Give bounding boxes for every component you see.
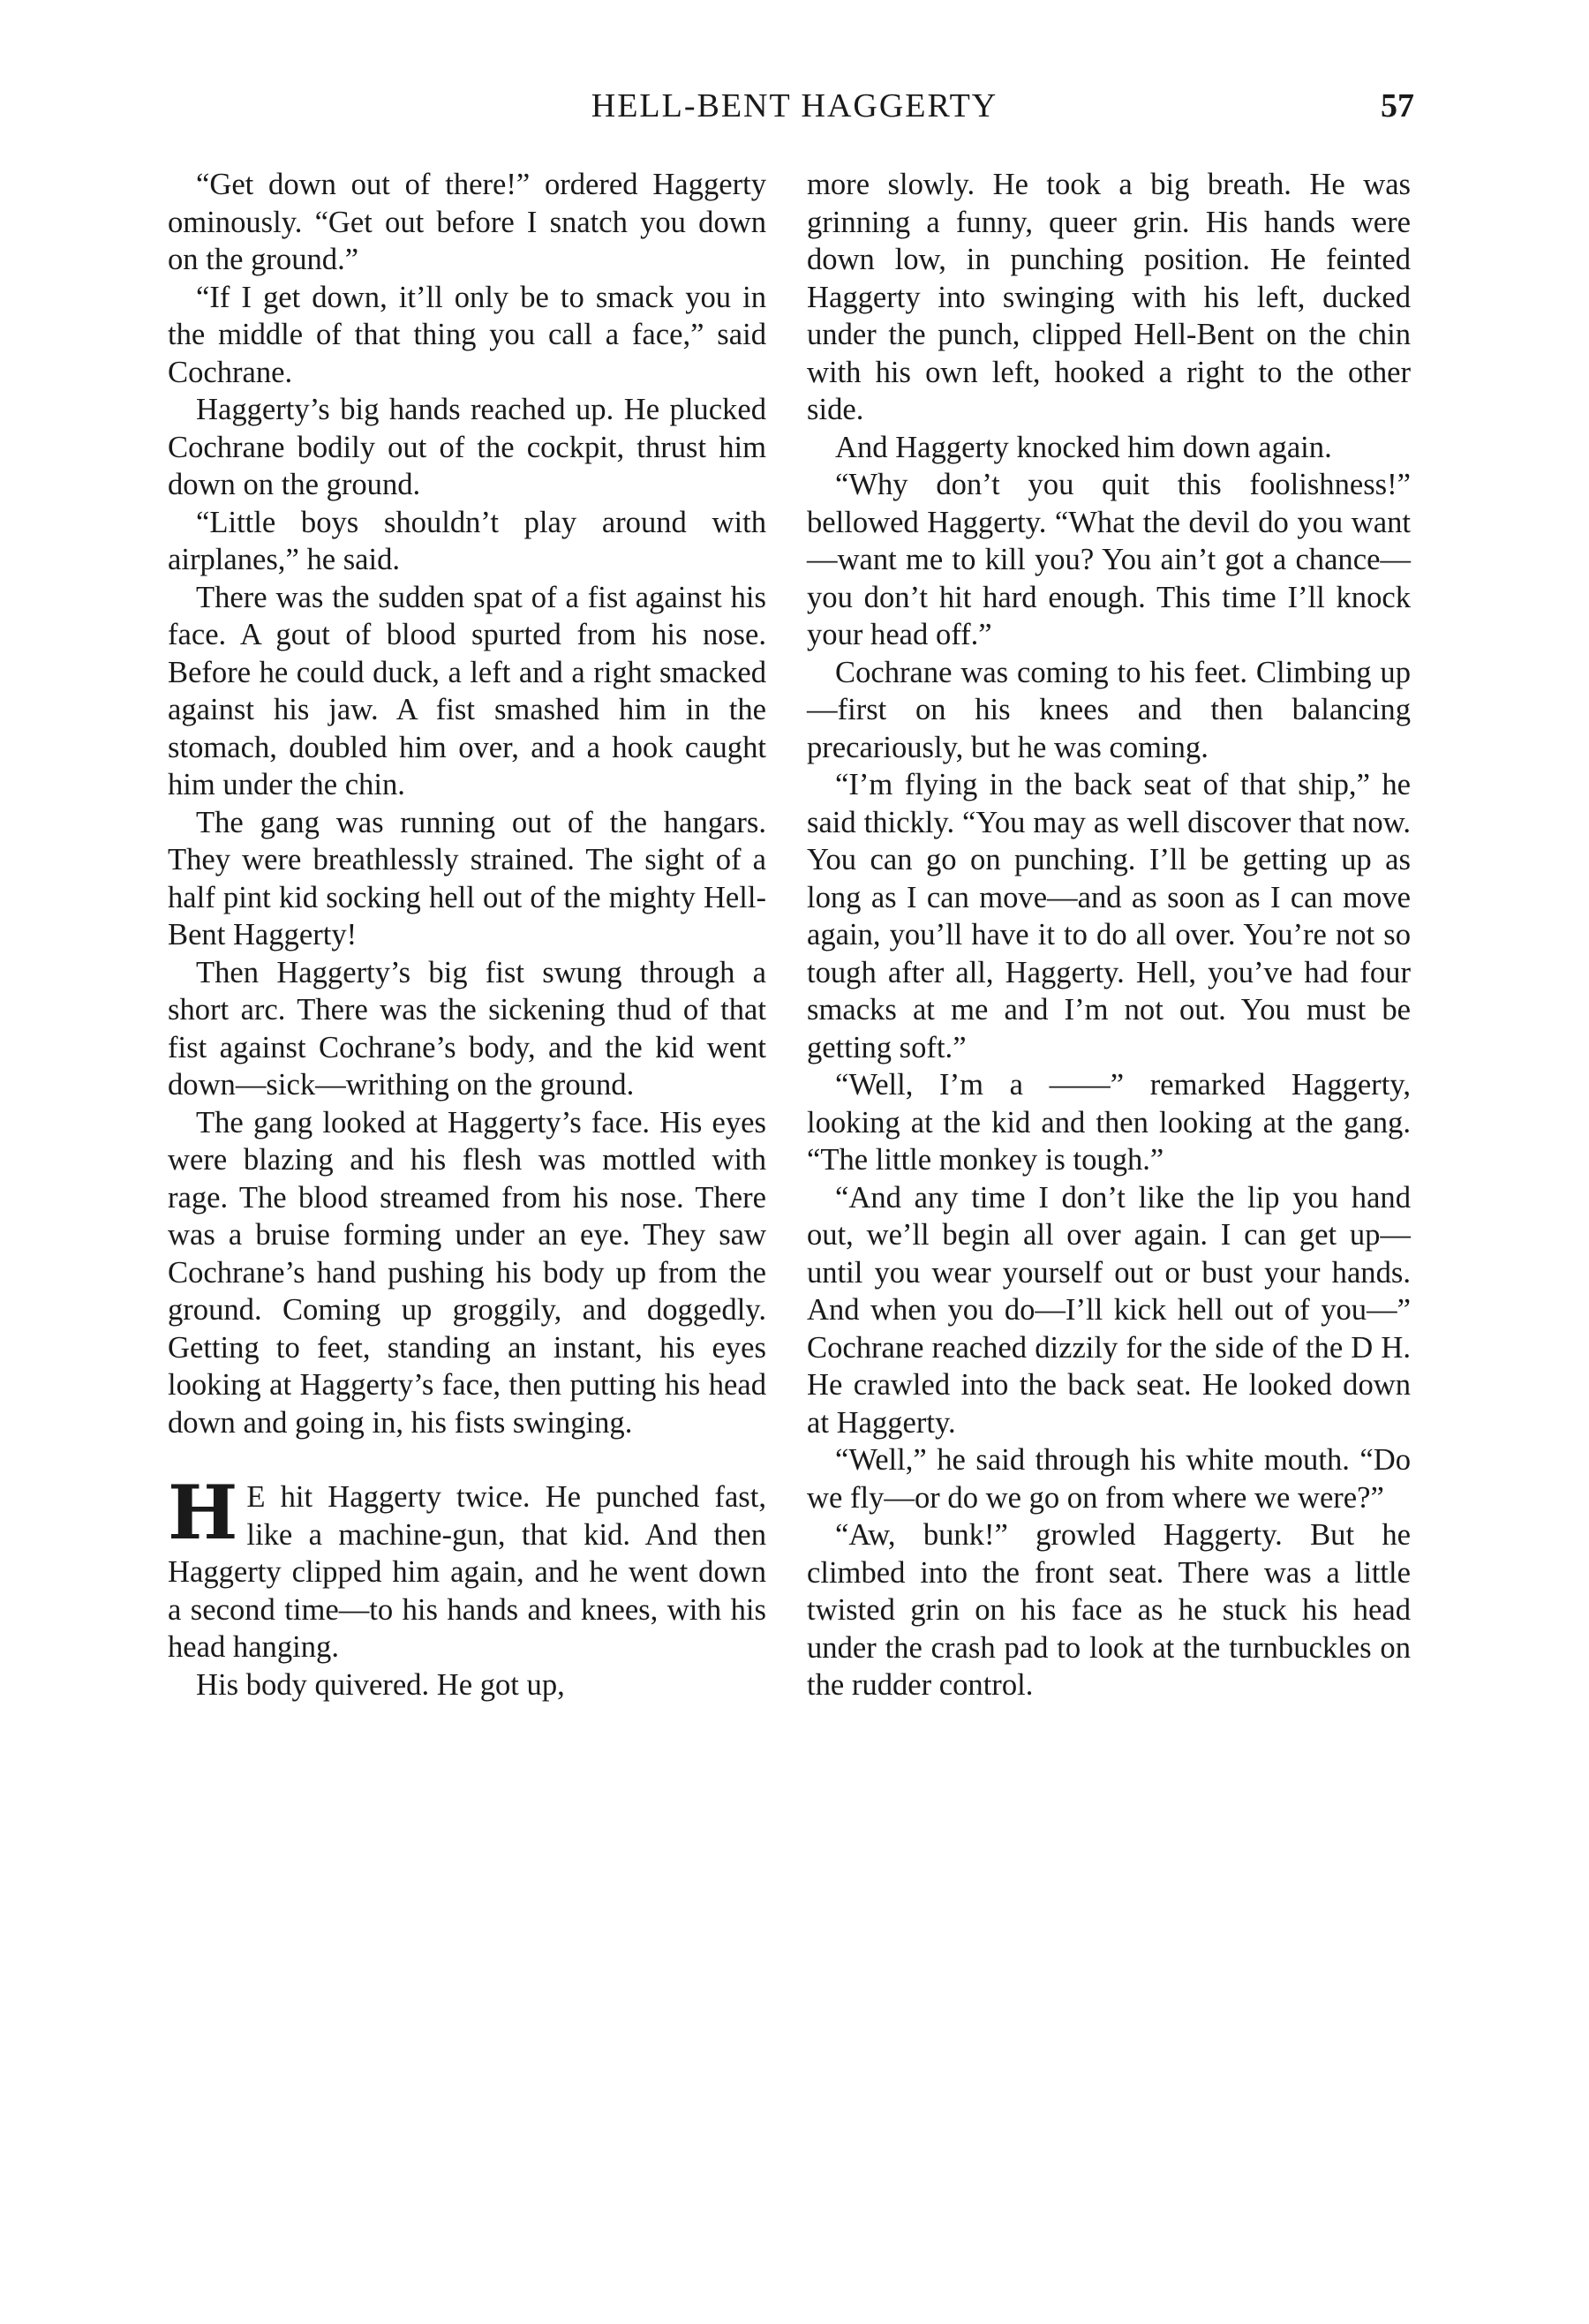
paragraph: Then Haggerty’s big fist swung through a short arc. There was the sickening thud of that fist against Cochrane’s body, and the kid went down—sick—writhing on the ground. [168, 955, 766, 1102]
paragraph: The gang was running out of the hangars. They were breathlessly strained. The sight of a half pint kid socking hell out of the mighty Hell-Bent Haggerty! [168, 805, 766, 951]
page-header [0, 81, 1589, 134]
left-column [168, 166, 766, 1704]
paragraph: “I’m flying in the back seat of that ship,” he said thickly. “You may as well discover that now. You can go on punching. I’ll be getting up as long as I can move—and as soon as I can move again, you’ll have it to do all over. You’re not so tough after all, Haggerty. Hell, you’ve had four smacks at me and I’m not out. You must be getting soft.” [807, 768, 1411, 1064]
running-title: HELL-BENT HAGGERTY [591, 87, 998, 124]
paragraph: “Aw, bunk!” growled Haggerty. But he climbed into the front seat. There was a little twisted grin on his face as he stuck his head under the crash pad to look at the turnbuckles on the rudder control. [807, 1518, 1411, 1702]
continued-paragraph: more slowly. He took a big breath. He was grinning a funny, queer grin. His hands were down low, in punching position. He feinted Haggerty into swinging with his left, ducked under the punch, clipped Hell-Bent on the chin with his own left, hooked a right to the other side. [807, 168, 1411, 426]
page-number: 57 [1381, 87, 1414, 124]
section-start-paragraph [168, 1469, 766, 1666]
paragraph: And Haggerty knocked him down again. [835, 430, 1332, 464]
paragraph: “And any time I don’t like the lip you hand out, we’ll begin all over again. I can get up—until you wear yourself out or bust your hands. And when you do—I’ll kick hell out of you—” Cochrane reached dizzily for the side of the D H. He crawled into the back seat. He looked down at Haggerty. [807, 1180, 1411, 1440]
paragraph: Haggerty’s big hands reached up. He plucked Cochrane bodily out of the cockpit, thrust him down on the ground. [168, 393, 766, 501]
section-first-text: E hit Haggerty twice. He punched fast, like a machine-gun, that kid. And then Haggerty clipped him again, and he went down a second time—to his hands and knees, with his head hanging. [168, 1480, 766, 1664]
paragraph: There was the sudden spat of a fist against his face. A gout of blood spurted from his nose. Before he could duck, a left and a right smacked against his jaw. A fist smashed him in the stomach, doubled him over, and a hook caught him under the chin. [168, 580, 766, 801]
paragraph: The gang looked at Haggerty’s face. His eyes were blazing and his flesh was mottled with rage. The blood streamed from his nose. There was a bruise forming under an eye. They saw Cochrane’s hand pushing his body up from the ground. Coming up groggily, and doggedly. Getting to feet, standing an instant, his eyes looking at Haggerty’s face, then putting his head down and going in, his fists swinging. [168, 1105, 766, 1440]
drop-cap: H [168, 1469, 238, 1556]
paragraph: His body quivered. He got up, [196, 1667, 565, 1702]
paragraph: “Well,” he said through his white mouth. “Do we fly—or do we go on from where we were?” [807, 1443, 1411, 1515]
paragraph: “If I get down, it’ll only be to smack you in the middle of that thing you call a face,” said Cochrane. [168, 280, 766, 389]
paragraph: “Get down out of there!” ordered Haggerty ominously. “Get out before I snatch you down on the ground.” [168, 168, 766, 276]
right-column [807, 166, 1411, 1704]
paragraph: “Why don’t you quit this foolishness!” bellowed Haggerty. “What the devil do you want—want me to kill you? You ain’t got a chance—you don’t hit hard enough. This time I’ll knock your head off.” [807, 468, 1411, 651]
paragraph: “Little boys shouldn’t play around with airplanes,” he said. [168, 505, 766, 576]
paragraph: Cochrane was coming to his feet. Climbing up—first on his knees and then balancing precariously, but he was coming. [807, 655, 1411, 764]
paragraph: “Well, I’m a ——” remarked Haggerty, looking at the kid and then looking at the gang. “The little monkey is tough.” [807, 1068, 1411, 1177]
